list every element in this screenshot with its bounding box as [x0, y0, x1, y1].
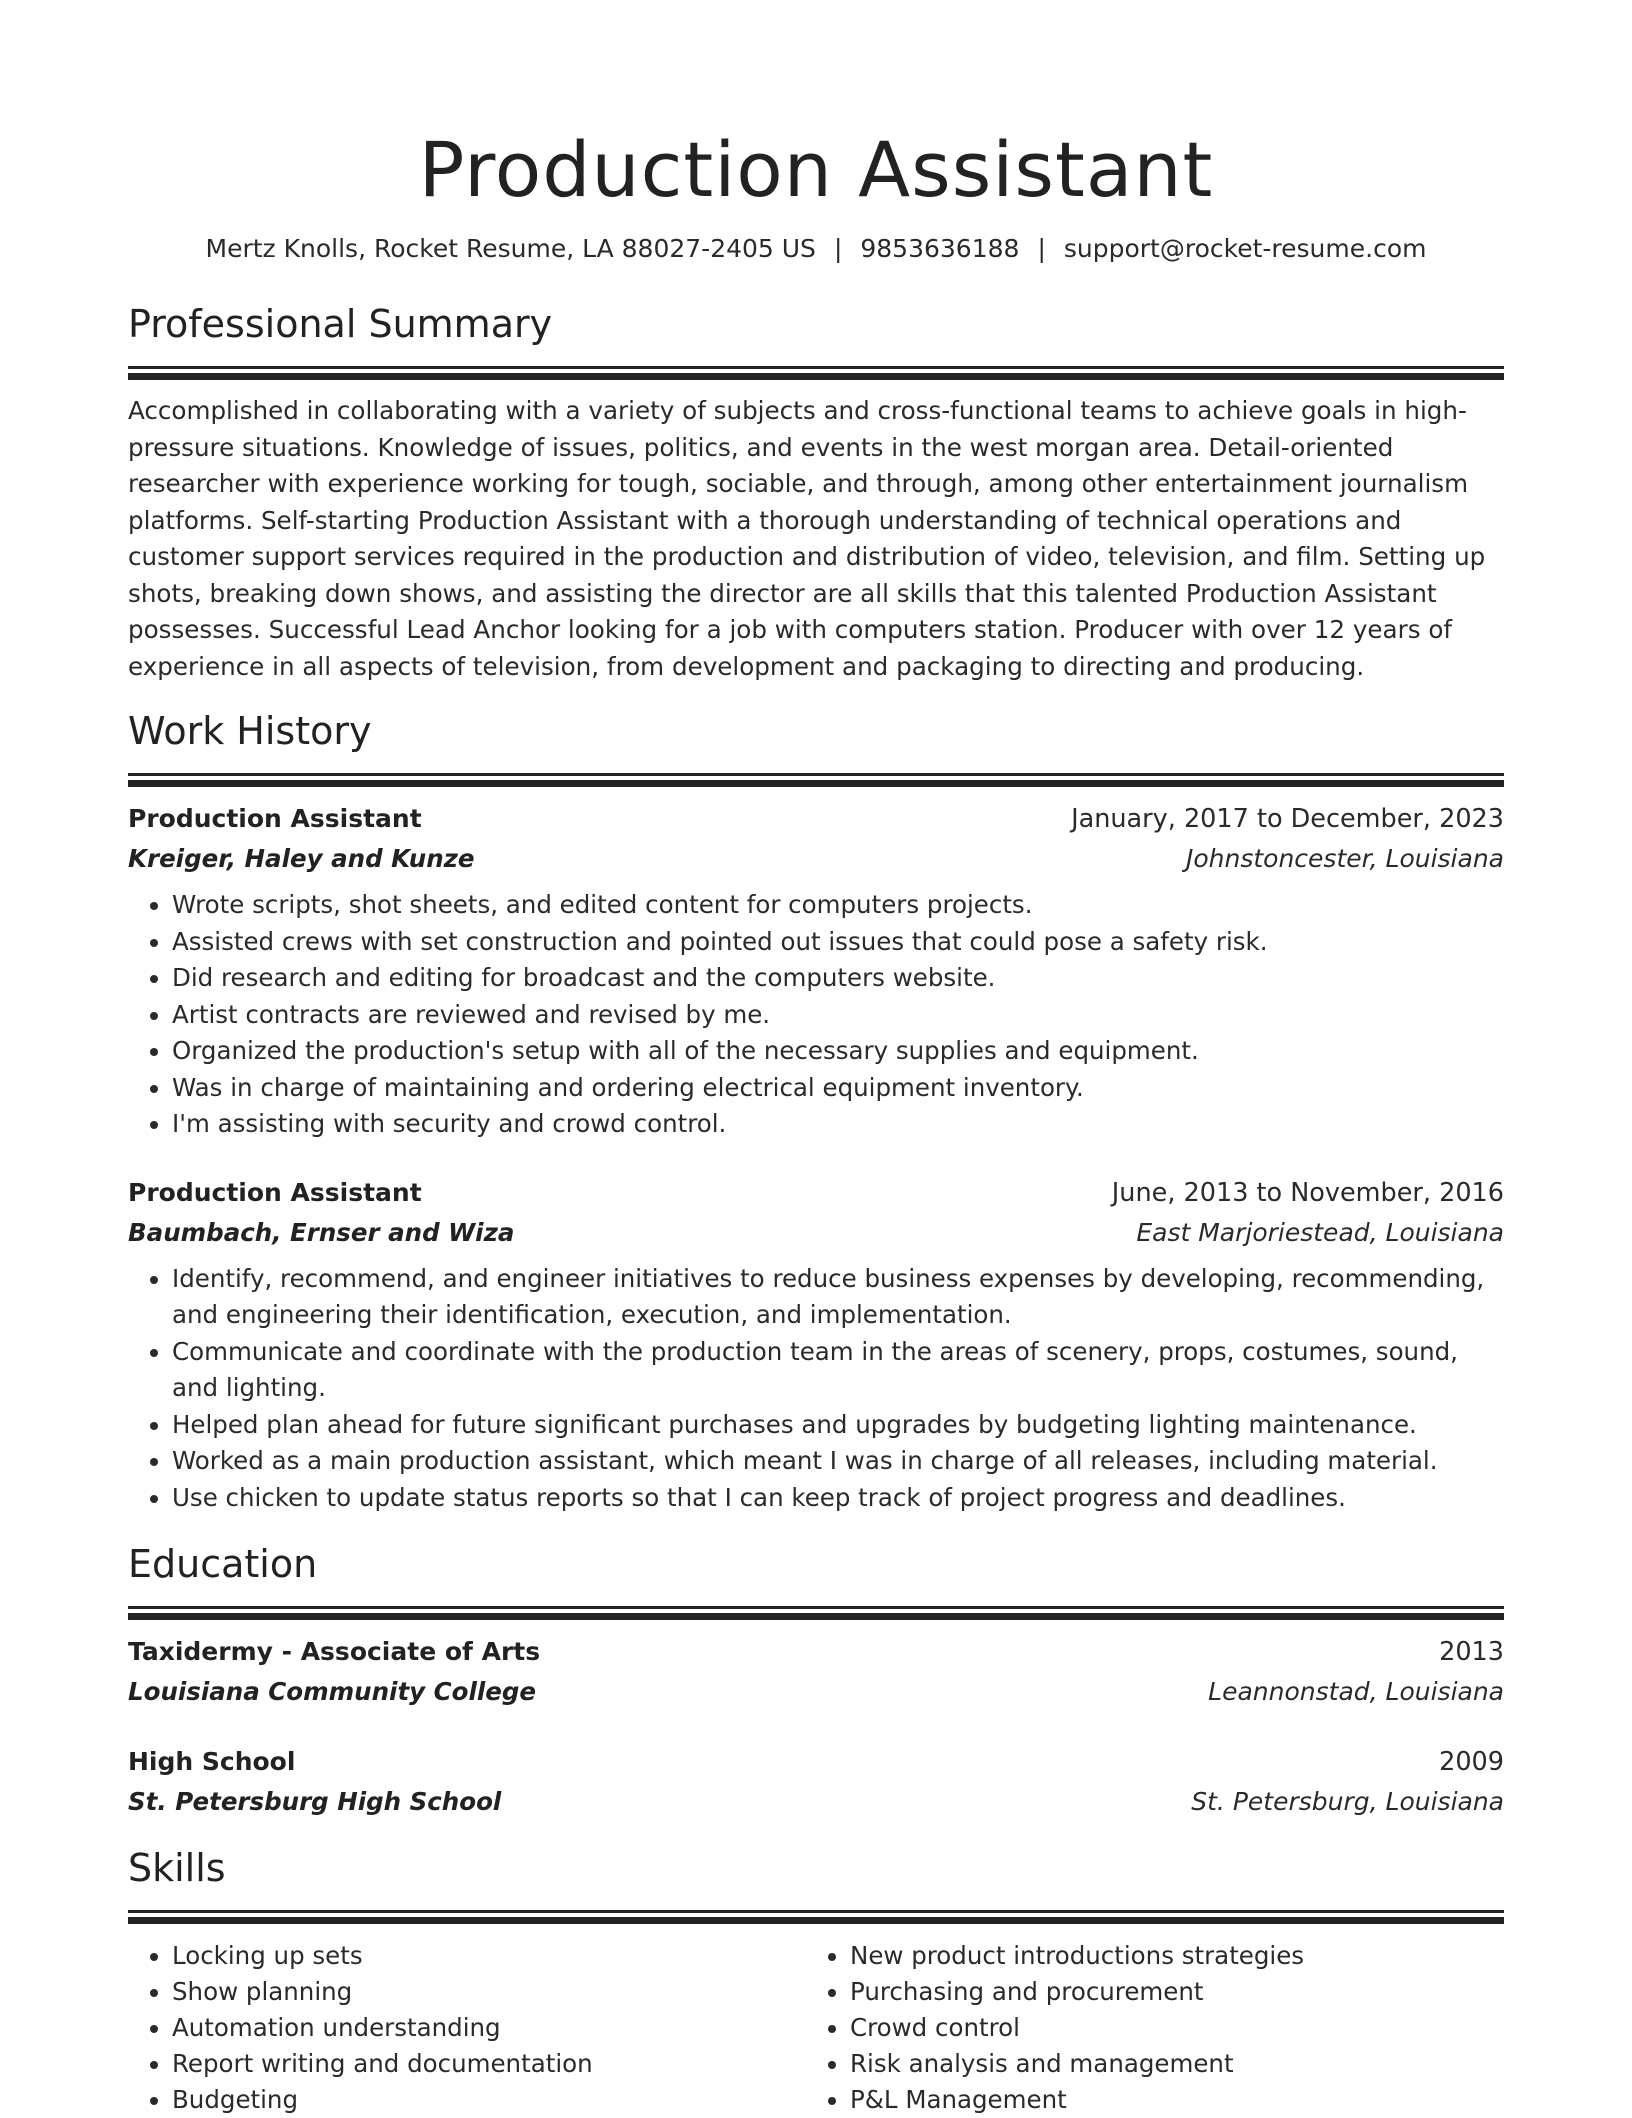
job-dates: June, 2013 to November, 2016: [1111, 1177, 1504, 1208]
skills-list-right: [806, 1938, 1484, 2118]
contact-line: [128, 232, 1504, 266]
education-school: St. Petersburg High School: [128, 1787, 502, 1816]
section-divider: [128, 1613, 1504, 1620]
education-school: Louisiana Community College: [128, 1677, 537, 1706]
education-location: St. Petersburg, Louisiana: [1191, 1787, 1504, 1816]
list-item: • Purchasing and procurement: [850, 1974, 1484, 2010]
contact-email[interactable]: support@rocket-resume.com: [1063, 234, 1427, 263]
job-company: Kreiger, Haley and Kunze: [128, 844, 475, 873]
list-item: • Organized the production's setup with all of the necessary supplies and equipment.: [172, 1033, 1504, 1070]
list-item: • Report writing and documentation: [172, 2046, 806, 2082]
section-title-work-history: Work History: [128, 709, 372, 753]
list-item: • Crowd control: [850, 2010, 1484, 2046]
contact-separator: |: [1037, 234, 1046, 263]
section-divider: [128, 373, 1504, 380]
job-company: Baumbach, Ernser and Wiza: [128, 1217, 515, 1247]
resume-page: [128, 0, 1504, 2118]
job-title: Production Assistant: [128, 1177, 422, 1207]
list-item: • Communicate and coordinate with the production team in the areas of scenery, props, costumes, sound, and lighting.: [172, 1334, 1504, 1407]
job-header-row: [128, 799, 1504, 839]
list-item: • I'm assisting with security and crowd control.: [172, 1106, 1504, 1143]
skills-section: [128, 1844, 1504, 2118]
job-company-row: [128, 1213, 1504, 1253]
list-item: • Risk analysis and management: [850, 2046, 1484, 2082]
job-header-row: [128, 1173, 1504, 1213]
job-bullets: [128, 887, 1504, 1143]
education-location: Leannonstad, Louisiana: [1208, 1677, 1504, 1706]
summary-section: [128, 300, 1504, 685]
education-school-row: [128, 1672, 1504, 1712]
job-title: Production Assistant: [128, 804, 422, 833]
list-item: • Automation understanding: [172, 2010, 806, 2046]
contact-separator: |: [833, 234, 843, 263]
list-item: • Locking up sets: [172, 1938, 806, 1974]
section-divider: [128, 366, 1504, 369]
education-entry: [128, 1632, 1504, 1712]
education-school-row: [128, 1782, 1504, 1822]
section-title-skills: Skills: [128, 1846, 226, 1890]
job-entry: [128, 799, 1504, 1143]
section-divider: [128, 1917, 1504, 1924]
section-title-summary: Professional Summary: [128, 302, 553, 346]
list-item: • Assisted crews with set construction and pointed out issues that could pose a safety risk.: [172, 924, 1504, 961]
list-item: • Worked as a main production assistant, which meant I was in charge of all releases, including material.: [172, 1443, 1504, 1480]
list-item: • Use chicken to update status reports so that I can keep track of project progress and deadlines.: [172, 1480, 1504, 1517]
job-dates: January, 2017 to December, 2023: [1071, 804, 1504, 834]
section-divider: [128, 780, 1504, 787]
contact-address: Mertz Knolls, Rocket Resume, LA 88027-2405 US: [205, 234, 816, 263]
education-year: 2009: [1439, 1747, 1504, 1777]
job-location: Johnstoncester, Louisiana: [1185, 844, 1504, 873]
list-item: • Identify, recommend, and engineer initiatives to reduce business expenses by developing, recommending, and engineering their identification, execution, and implementation.: [172, 1261, 1504, 1334]
section-divider: [128, 773, 1504, 776]
job-location: East Marjoriestead, Louisiana: [1136, 1217, 1504, 1247]
skills-columns: [128, 1938, 1504, 2118]
list-item: • Did research and editing for broadcast and the computers website.: [172, 960, 1504, 997]
list-item: • Budgeting: [172, 2082, 806, 2118]
education-degree: Taxidermy - Associate of Arts: [128, 1637, 541, 1666]
work-history-section: [128, 707, 1504, 1516]
list-item: • New product introductions strategies: [850, 1938, 1484, 1974]
list-item: • Artist contracts are reviewed and revised by me.: [172, 997, 1504, 1034]
skills-list-left: [128, 1938, 806, 2118]
education-degree: High School: [128, 1747, 296, 1776]
job-company-row: [128, 839, 1504, 879]
job-bullets: [128, 1261, 1504, 1517]
list-item: • P&L Management: [850, 2082, 1484, 2118]
education-header-row: [128, 1742, 1504, 1782]
education-entry: [128, 1742, 1504, 1822]
list-item: • Helped plan ahead for future significant purchases and upgrades by budgeting lighting maintenance.: [172, 1407, 1504, 1444]
list-item: • Wrote scripts, shot sheets, and edited content for computers projects.: [172, 887, 1504, 924]
contact-phone[interactable]: 9853636188: [860, 234, 1020, 263]
education-header-row: [128, 1632, 1504, 1672]
section-divider: [128, 1606, 1504, 1609]
section-divider: [128, 1910, 1504, 1913]
summary-text: Accomplished in collaborating with a variety of subjects and cross-functional teams to achieve goals in high-pressure situations. Knowledge of issues, politics, and events in the west morgan area. Detail-oriented researcher with experience working for tough, sociable, and through, among other entertainment journalism platforms. Self-starting Production Assistant with a thorough understanding of technical operations and customer support services required in the production and distribution of video, television, and film. Setting up shots, breaking down shows, and assisting the director are all skills that this talented Production Assistant possesses. Successful Lead Anchor looking for a job with computers station. Producer with over 12 years of experience in all aspects of television, from development and packaging to directing and producing.: [128, 396, 1486, 681]
list-item: • Show planning: [172, 1974, 806, 2010]
job-entry: [128, 1173, 1504, 1517]
education-section: [128, 1540, 1504, 1822]
section-title-education: Education: [128, 1542, 318, 1586]
resume-name: Production Assistant: [418, 125, 1214, 214]
list-item: • Was in charge of maintaining and ordering electrical equipment inventory.: [172, 1070, 1504, 1107]
education-year: 2013: [1439, 1637, 1504, 1667]
